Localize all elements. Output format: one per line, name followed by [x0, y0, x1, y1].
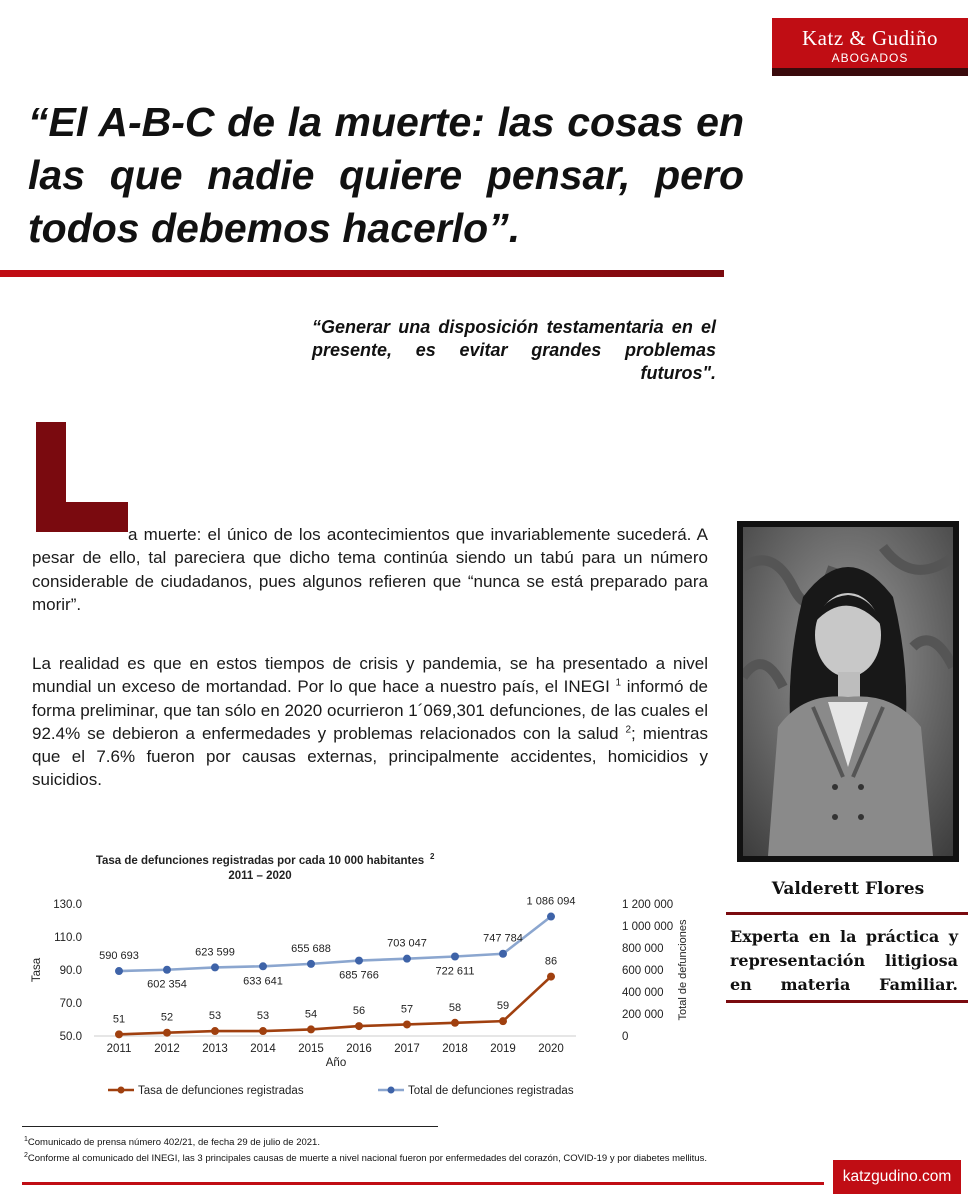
footnote-ref-1: 1 [615, 677, 622, 689]
author-photo [737, 521, 959, 862]
x-tick-label: 2015 [298, 1043, 324, 1055]
y-right-tick-label: 800 000 [622, 943, 664, 955]
series-1-data-label: 54 [304, 1008, 318, 1021]
chart-title-sup: 2 [430, 852, 435, 861]
x-tick-label: 2018 [442, 1043, 468, 1055]
y-right-tick-label: 0 [622, 1031, 629, 1043]
legend-marker-1 [118, 1087, 125, 1094]
author-role: Experta en la práctica y representación litigiosa en materia Familiar. [730, 927, 958, 994]
series-1-point [211, 1027, 219, 1035]
mortality-chart [24, 848, 714, 1108]
logo-subtitle: ABOGADOS [831, 51, 909, 65]
y-left-tick-label: 50.0 [59, 1031, 82, 1043]
series-2-point [499, 950, 507, 958]
series-1-point [403, 1020, 411, 1028]
series-2-point [115, 967, 123, 975]
y-left-tick-label: 130.0 [53, 899, 82, 911]
footnote-1: $^1$Comunicado de prensa número 402/21, de fecha 29 de julio de 2021. [24, 1136, 320, 1149]
portrait-image [743, 527, 953, 856]
series-1-data-label: 53 [208, 1010, 222, 1023]
y-right-tick-label: 400 000 [622, 987, 664, 999]
logo-bar [772, 68, 968, 76]
series-1-data-label: 86 [544, 955, 558, 968]
paragraph-intro-text: a muerte: el único de los acontecimientos que invariablemente sucederá. A pesar de ello, tal pareciera que dicho tema continúa siendo un tabú para un número considerable de ciudadanos, pues algunos refieren que “nunca se está preparado para morir”. [32, 525, 708, 614]
series-2-data-label: 590 693 [99, 950, 139, 963]
y-left-tick-label: 110.0 [54, 932, 82, 944]
author-divider-top [726, 912, 968, 915]
series-2-point [403, 955, 411, 963]
brand-logo [772, 18, 968, 76]
y-right-axis-title: Total de defunciones [677, 919, 689, 1021]
y-right-tick-label: 600 000 [622, 965, 664, 977]
series-2-point [211, 963, 219, 971]
series-2-data-label: 602 354 [147, 978, 187, 991]
logo-name: Katz & Gudiño [802, 26, 938, 50]
series-1-point [355, 1022, 363, 1030]
legend-label-2: Total de defunciones registradas [408, 1085, 574, 1097]
author-name: Valderett Flores [771, 879, 925, 899]
series-1-point [307, 1025, 315, 1033]
series-2-point [451, 953, 459, 961]
footnote-ref-2: 2 [625, 724, 632, 736]
article-title: “El A-B-C de la muerte: las cosas en las que nadie quiere pensar, pero todos debemos hacerlo”. [28, 99, 744, 251]
footnote-divider [22, 1126, 438, 1127]
series-1-data-label: 53 [256, 1010, 270, 1023]
footer-divider [22, 1182, 824, 1185]
website-link[interactable]: katzgudino.com [833, 1160, 961, 1194]
series-2-data-label: 703 047 [387, 937, 427, 950]
series-2-point [355, 957, 363, 965]
x-tick-label: 2019 [490, 1043, 516, 1055]
chart-title: Tasa de defunciones registradas por cada 10 000 habitantes [95, 855, 425, 867]
y-left-tick-label: 90.0 [59, 965, 82, 977]
author-divider-bottom [726, 1000, 968, 1003]
series-2-data-label: 633 641 [243, 975, 283, 988]
series-2-data-label: 722 611 [435, 965, 475, 978]
series-2-point [307, 960, 315, 968]
series-1-point [451, 1019, 459, 1027]
series-2-point [259, 962, 267, 970]
y-right-tick-label: 1 200 000 [622, 899, 674, 911]
pull-quote: “Generar una disposición testamentaria en el presente, es evitar grandes problemas futuros". [312, 317, 716, 383]
series-2-point [163, 966, 171, 974]
x-tick-label: 2020 [538, 1043, 564, 1055]
chart-subtitle: 2011 – 2020 [228, 870, 292, 882]
paragraph-statistics: La realidad es que en estos tiempos de crisis y pandemia, se ha presentado a nivel mundial un exceso de mortandad. Por lo que hace a nuestro país, el INEGI $^1$ informó de forma preliminar, que tan sólo en 2020 ocurrieron 1´069,301 defunciones, de las cuales el 92.4% se debieron a enfermedades y problemas relacionados con la salud $^2$; mientras que el 7.6% fueron por causas externas, principalmente accidentes, homicidios y suicidios. [32, 654, 708, 790]
series-1-data-label: 57 [400, 1003, 414, 1016]
y-right-tick-label: 1 000 000 [622, 921, 674, 933]
series-1-point [163, 1029, 171, 1037]
x-axis-title: Año [325, 1057, 347, 1069]
x-tick-label: 2016 [346, 1043, 372, 1055]
series-2-data-label: 1 086 094 [526, 895, 576, 908]
series-1-data-label: 58 [448, 1001, 462, 1014]
x-tick-label: 2012 [154, 1043, 180, 1055]
series-1-point [499, 1017, 507, 1025]
series-2-data-label: 685 766 [339, 969, 379, 982]
x-tick-label: 2017 [394, 1043, 420, 1055]
series-1-data-label: 51 [112, 1013, 126, 1026]
y-left-axis-title: Tasa [31, 957, 43, 983]
series-2-data-label: 623 599 [195, 946, 235, 959]
y-left-tick-label: 70.0 [59, 998, 82, 1010]
paragraph-intro [32, 523, 708, 616]
legend-label-1: Tasa de defunciones registradas [138, 1085, 304, 1097]
legend-marker-2 [388, 1087, 395, 1094]
x-tick-label: 2014 [250, 1043, 276, 1055]
series-1-point [547, 973, 555, 981]
series-1-data-label: 52 [160, 1011, 174, 1024]
title-divider [0, 270, 724, 277]
series-1-point [115, 1030, 123, 1038]
series-2-data-label: 747 784 [483, 932, 523, 945]
x-tick-label: 2013 [202, 1043, 228, 1055]
series-2-data-label: 655 688 [291, 942, 331, 955]
series-1-data-label: 56 [352, 1005, 366, 1018]
series-1-point [259, 1027, 267, 1035]
y-right-tick-label: 200 000 [622, 1009, 664, 1021]
series-2-point [547, 913, 555, 921]
series-1-data-label: 59 [496, 1000, 510, 1013]
footnote-2: $^2$Conforme al comunicado del INEGI, las 3 principales causas de muerte a nivel nacional fueron por enfermedades del corazón, COVID-19 y por diabetes mellitus. [24, 1152, 707, 1165]
drop-cap [36, 422, 128, 532]
x-tick-label: 2011 [106, 1043, 132, 1055]
